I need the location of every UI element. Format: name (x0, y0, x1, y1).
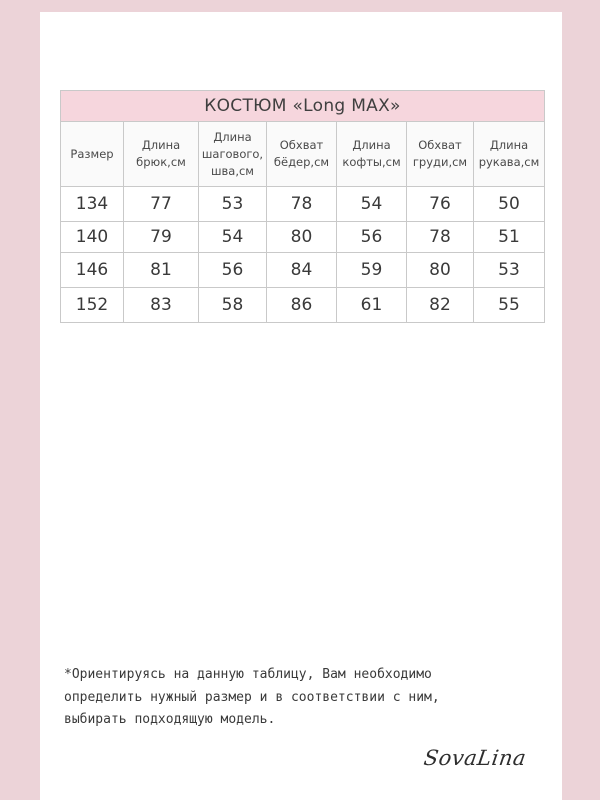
table-cell: 81 (124, 253, 199, 288)
table-cell: 51 (474, 222, 545, 253)
table-cell: 140 (61, 222, 124, 253)
footnote-line: определить нужный размер и в соответствии с ним, (64, 689, 440, 705)
footnote-line: выбирать подходящую модель. (64, 712, 276, 727)
table-cell: 56 (199, 253, 267, 288)
table-cell: 82 (407, 288, 474, 323)
table-cell: 80 (407, 253, 474, 288)
page-sheet (40, 12, 562, 800)
table-cell: 78 (407, 222, 474, 253)
table-cell: 76 (407, 187, 474, 222)
table-cell: 80 (267, 222, 337, 253)
table-cell: 78 (267, 187, 337, 222)
header-sleeve-length: Длина рукава,см (474, 122, 545, 187)
table-cell: 83 (124, 288, 199, 323)
table-row (61, 253, 545, 288)
table-cell: 146 (61, 253, 124, 288)
table-row (61, 222, 545, 253)
footnote (64, 664, 544, 732)
table-cell: 79 (124, 222, 199, 253)
table-cell: 134 (61, 187, 124, 222)
header-row (61, 122, 545, 187)
header-jacket-length: Длина кофты,см (337, 122, 407, 187)
table-cell: 55 (474, 288, 545, 323)
table-cell: 77 (124, 187, 199, 222)
brand-logo: SovaLina (422, 746, 528, 770)
table-row (61, 187, 545, 222)
table-cell: 86 (267, 288, 337, 323)
table-cell: 50 (474, 187, 545, 222)
table-cell: 58 (199, 288, 267, 323)
table-cell: 59 (337, 253, 407, 288)
table-title: КОСТЮМ «Long MAX» (61, 91, 545, 122)
table-cell: 61 (337, 288, 407, 323)
table-cell: 152 (61, 288, 124, 323)
header-size: Размер (61, 122, 124, 187)
table-cell: 84 (267, 253, 337, 288)
table-cell: 53 (199, 187, 267, 222)
table-cell: 56 (337, 222, 407, 253)
header-hip-girth: Обхват бёдер,см (267, 122, 337, 187)
header-trouser-length: Длина брюк,см (124, 122, 199, 187)
table-row (61, 288, 545, 323)
size-chart-table (60, 90, 545, 323)
header-inseam-length: Длина шагового, шва,см (199, 122, 267, 187)
footnote-line: *Ориентируясь на данную таблицу, Вам необходимо (64, 667, 432, 682)
header-chest-girth: Обхват груди,см (407, 122, 474, 187)
table-cell: 54 (337, 187, 407, 222)
table-cell: 54 (199, 222, 267, 253)
table-cell: 53 (474, 253, 545, 288)
